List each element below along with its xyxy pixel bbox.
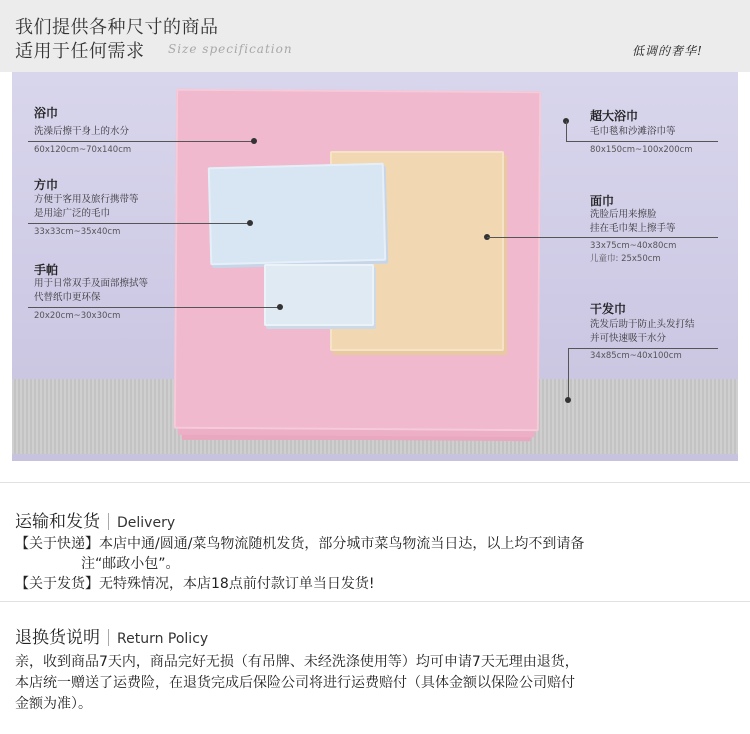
delivery-line2: 注“邮政小包”。	[81, 556, 180, 572]
label-bath-title: 浴巾	[34, 106, 59, 120]
page-subtitle-en: Size specification	[168, 42, 293, 56]
page-title-line1: 我们提供各种尺寸的商品	[15, 17, 219, 38]
leader-dot-bath	[251, 138, 257, 144]
divider-top	[0, 482, 750, 483]
returns-line2: 本店统一赠送了运费险，在退货完成后保险公司将进行运费赔付（具体金额以保险公司赔付	[15, 675, 575, 691]
returns-title: 退换货说明	[15, 628, 100, 648]
label-face-kids: 儿童巾: 25x50cm	[590, 254, 661, 264]
brand-slogan: 低调的奢华!	[632, 44, 703, 58]
label-xl-bath-desc: 毛巾毯和沙滩浴巾等	[590, 126, 676, 137]
leader-line-hair-v	[568, 348, 569, 398]
label-xl-bath-size: 80x150cm~100x200cm	[590, 145, 693, 155]
leader-line-xl-bath-v	[566, 121, 567, 141]
label-square-size: 33x33cm~35x40cm	[34, 227, 121, 237]
label-bath-desc: 洗澡后擦干身上的水分	[34, 126, 130, 137]
leader-line-face	[487, 237, 718, 238]
delivery-title: 运输和发货	[15, 512, 100, 532]
label-hair-desc2: 并可快速吸干水分	[590, 333, 667, 344]
label-square-title: 方巾	[34, 178, 59, 192]
label-hair-title: 干发巾	[590, 302, 627, 316]
label-square-desc2: 是用途广泛的毛巾	[34, 208, 111, 219]
leader-line-square	[28, 223, 250, 224]
label-hanky-desc2: 代替纸巾更环保	[34, 292, 101, 303]
label-square-desc1: 方便于客用及旅行携带等	[34, 194, 139, 205]
label-hanky-size: 20x20cm~30x30cm	[34, 311, 121, 321]
leader-dot-square	[247, 220, 253, 226]
delivery-heading	[15, 507, 175, 532]
leader-line-hair	[568, 348, 718, 349]
leader-dot-hanky	[277, 304, 283, 310]
leader-dot-hair	[565, 397, 571, 403]
heading-separator	[108, 513, 109, 530]
blue-square-towel	[208, 163, 387, 266]
label-xl-bath-title: 超大浴巾	[590, 109, 639, 123]
label-hanky-title: 手帕	[34, 263, 59, 277]
heading-separator	[108, 629, 109, 646]
label-face-desc1: 洗脸后用来擦脸	[590, 209, 657, 220]
label-face-desc2: 挂在毛巾架上擦手等	[590, 223, 676, 234]
label-bath-size: 60x120cm~70x140cm	[34, 145, 132, 155]
pink-towel-fold	[182, 430, 527, 440]
label-hair-desc1: 洗发后助于防止头发打结	[590, 319, 695, 330]
returns-line1: 亲，收到商品7天内，商品完好无损（有吊牌、未经洗涤使用等）均可申请7天无理由退货，	[15, 654, 579, 670]
label-face-size: 33x75cm~40x80cm	[590, 241, 677, 251]
divider-middle	[0, 601, 750, 602]
delivery-title-en: Delivery	[117, 515, 176, 531]
label-hanky-desc1: 用于日常双手及面部擦拭等	[34, 278, 149, 289]
leader-line-bath	[28, 141, 254, 142]
returns-title-en: Return Policy	[117, 631, 209, 647]
delivery-line3: 【关于发货】无特殊情况，本店18点前付款订单当日发货!	[15, 576, 375, 592]
label-hair-size: 34x85cm~40x100cm	[590, 351, 682, 361]
label-face-title: 面巾	[590, 194, 615, 208]
small-handkerchief	[264, 264, 374, 326]
returns-line3: 金额为准）。	[15, 696, 92, 712]
returns-heading	[15, 623, 208, 648]
delivery-line1: 【关于快递】本店中通/圆通/菜鸟物流随机发货，部分城市菜鸟物流当日达，以上均不到请备	[15, 536, 585, 552]
leader-line-hanky	[28, 307, 280, 308]
page-title-line2: 适用于任何需求	[15, 41, 145, 62]
leader-line-xl-bath	[566, 141, 718, 142]
